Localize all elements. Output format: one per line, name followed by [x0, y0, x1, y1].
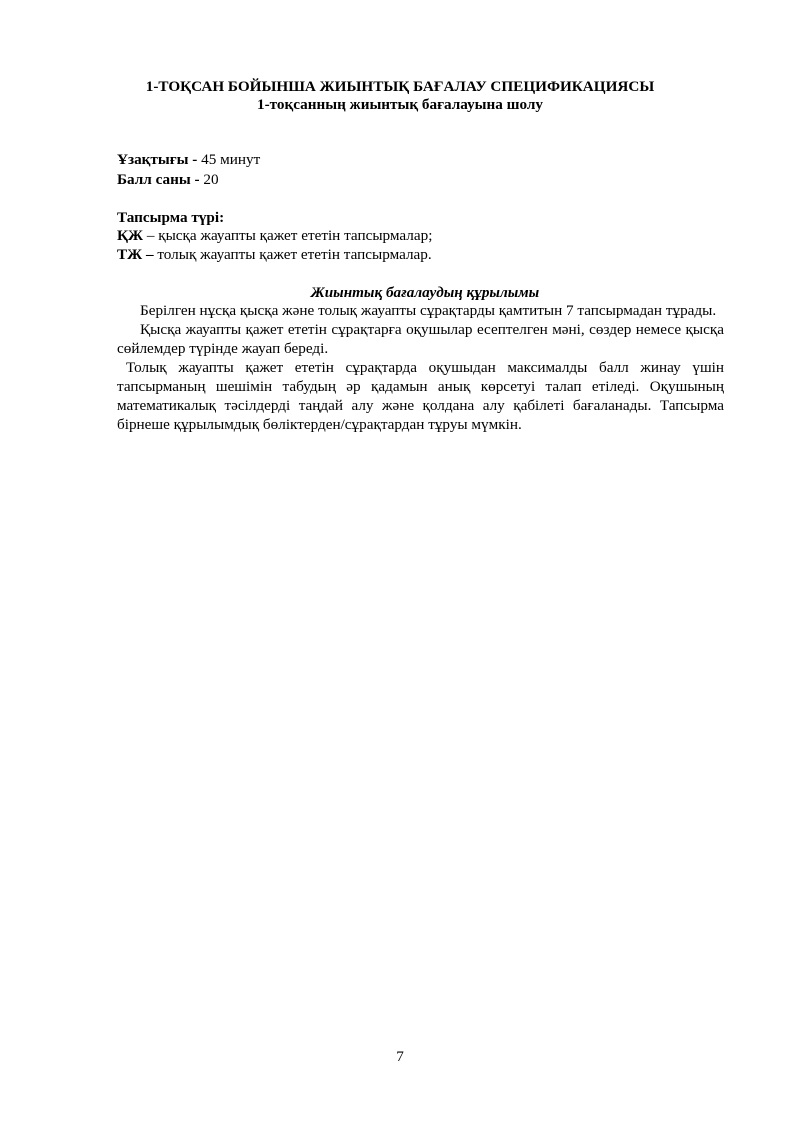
- score-label: Балл саны -: [117, 171, 200, 188]
- structure-paragraph: Қысқа жауапты қажет ететін сұрақтарға оқушылар есептелген мәні, сөздер немесе қысқа сөйлемдер түрінде жауап береді.: [117, 321, 724, 357]
- task-type-text: толық жауапты қажет ететін тапсырмалар.: [157, 246, 432, 263]
- task-type-heading: Тапсырма түрі:: [117, 209, 225, 226]
- duration-label: Ұзақтығы -: [117, 151, 198, 168]
- task-type-code: ҚЖ: [117, 227, 144, 244]
- task-type-text: – қысқа жауапты қажет ететін тапсырмалар;: [146, 227, 433, 244]
- structure-paragraph: Толық жауапты қажет ететін сұрақтарда оқушыдан максималды балл жинау үшін тапсырманың шешімін табудың әр қадамын анық көрсетуі талап етіледі. Оқушының математикалық тәсілдерді таңдай алу және қолдана алу қабілеті бағаланады. Тапсырма бірнеше құрылымдық бөліктерден/сұрақтардан тұруы мүмкін.: [117, 359, 724, 433]
- page-subtitle: 1-тоқсанның жиынтық бағалауына шолу: [257, 96, 543, 113]
- score-value: 20: [203, 171, 219, 188]
- page-number: 7: [396, 1048, 404, 1065]
- task-type-item-short: [117, 226, 432, 245]
- duration-value: 45 минут: [201, 151, 261, 168]
- task-type-item-full: [117, 245, 432, 264]
- page-title: 1-ТОҚСАН БОЙЫНША ЖИЫНТЫҚ БАҒАЛАУ СПЕЦИФИКАЦИЯСЫ: [145, 78, 655, 95]
- structure-body: [117, 301, 724, 434]
- score-line: [117, 170, 219, 189]
- duration-line: [117, 150, 260, 169]
- structure-paragraph: Берілген нұсқа қысқа және толық жауапты сұрақтарды қамтитын 7 тапсырмадан тұрады.: [140, 302, 717, 319]
- task-type-code: ТЖ –: [117, 246, 154, 263]
- structure-heading: Жиынтық бағалаудың құрылымы: [310, 284, 540, 301]
